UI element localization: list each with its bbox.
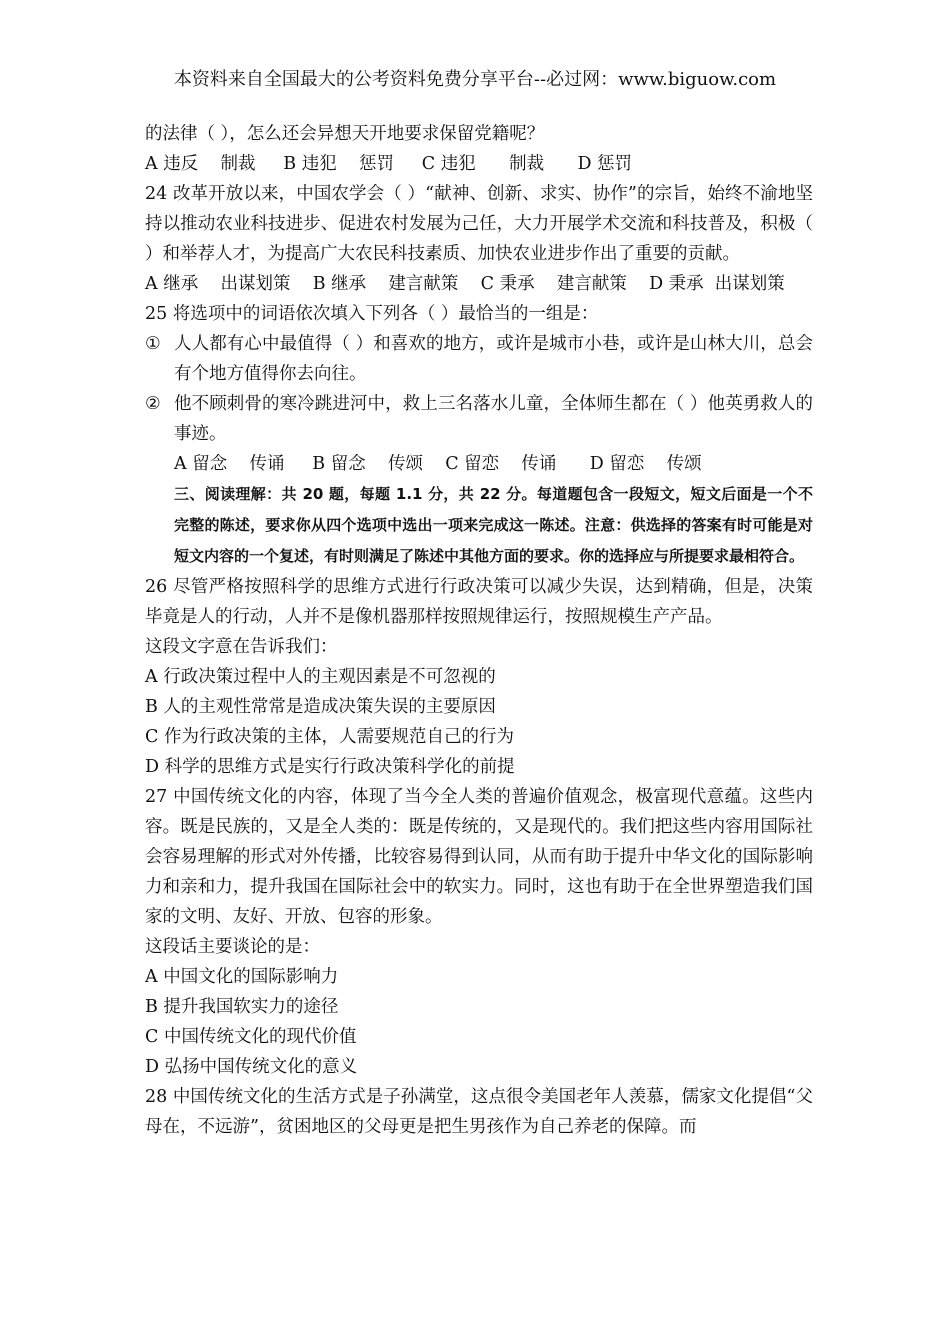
q23-continuation: 的法律（ ），怎么还会异想天开地要求保留党籍呢？ [145, 124, 545, 144]
q26-option-a: A 行政决策过程中人的主观因素是不可忽视的 [145, 667, 496, 687]
q26-option-b: B 人的主观性常常是造成决策失误的主要原因 [145, 697, 496, 717]
q24-stem: 24 改革开放以来，中国农学会（ ）“献神、创新、求实、协作”的宗旨，始终不渝地坚持以推动农业科技进步、促进农村发展为己任，大力开展学术交流和科技普及，积极（ ）和举荐人才，为提高广大农民科技素质、加快农业进步作出了重要的贡献。 [145, 184, 813, 264]
q26-stem: 26 尽管严格按照科学的思维方式进行行政决策可以减少失误，达到精确，但是，决策毕竟是人的行动，人并不是像机器那样按照规律运行，按照规模生产产品。 [145, 577, 813, 627]
circled-one-marker: ① [145, 334, 161, 354]
q27-question: 这段话主要谈论的是： [145, 937, 320, 957]
q26-option-d: D 科学的思维方式是实行行政决策科学化的前提 [145, 757, 515, 777]
q27-option-d: D 弘扬中国传统文化的意义 [145, 1057, 358, 1077]
q28-stem: 28 中国传统文化的生活方式是子孙满堂，这点很令美国老年人羡慕，儒家文化提倡“父母在，不远游”，贫困地区的父母更是把生男孩作为自己养老的保障。而 [145, 1087, 813, 1137]
q27-option-b: B 提升我国软实力的途径 [145, 997, 339, 1017]
q27-stem: 27 中国传统文化的内容，体现了当今全人类的普遍价值观念，极富现代意蕴。这些内容。既是民族的，又是全人类的：既是传统的，又是现代的。我们把这些内容用国际社会容易理解的形式对外传播，比较容易得到认同，从而有助于提升中华文化的国际影响力和亲和力，提升我国在国际社会中的软实力。同时，这也有助于在全世界塑造我们国家的文明、友好、开放、包容的形象。 [145, 787, 813, 927]
q25-item-1-text: 人人都有心中最值得（ ）和喜欢的地方，或许是城市小巷，或许是山林大川，总会有个地方值得你去向往。 [174, 334, 813, 384]
page-header: 本资料来自全国最大的公考资料免费分享平台--必过网：www.biguow.com [173, 69, 777, 90]
q25-item-1 [145, 329, 813, 389]
q24-options: A 继承 出谋划策 B 继承 建言献策 C 秉承 建言献策 D 秉承 出谋划策 [145, 274, 785, 294]
q23-options: A 违反 制裁 B 违犯 惩罚 C 违犯 制裁 D 惩罚 [145, 154, 633, 174]
q25-item-2 [145, 389, 813, 449]
q27-option-a: A 中国文化的国际影响力 [145, 967, 339, 987]
q26-option-c: C 作为行政决策的主体，人需要规范自己的行为 [145, 727, 514, 747]
circled-two-marker: ② [145, 394, 161, 414]
section-3-instructions: 三、阅读理解：共 20 题，每题 1.1 分，共 22 分。每道题包含一段短文，短文后面是一个不完整的陈述，要求你从四个选项中选出一项来完成这一陈述。注意：供选择的答案有时可能是对短文内容的一个复述，有时则满足了陈述中其他方面的要求。你的选择应与所提要求最相符合。 [174, 485, 813, 565]
q25-item-2-text: 他不顾刺骨的寒冷跳进河中，救上三名落水儿童，全体师生都在（ ）他英勇救人的事迹。 [174, 394, 813, 444]
document-body [145, 119, 813, 1142]
q25-options: A 留念 传诵 B 留念 传颂 C 留恋 传诵 D 留恋 传颂 [174, 454, 702, 474]
q25-stem: 25 将选项中的词语依次填入下列各（ ）最恰当的一组是： [145, 304, 599, 324]
q27-option-c: C 中国传统文化的现代价值 [145, 1027, 357, 1047]
q26-question: 这段文字意在告诉我们： [145, 637, 338, 657]
